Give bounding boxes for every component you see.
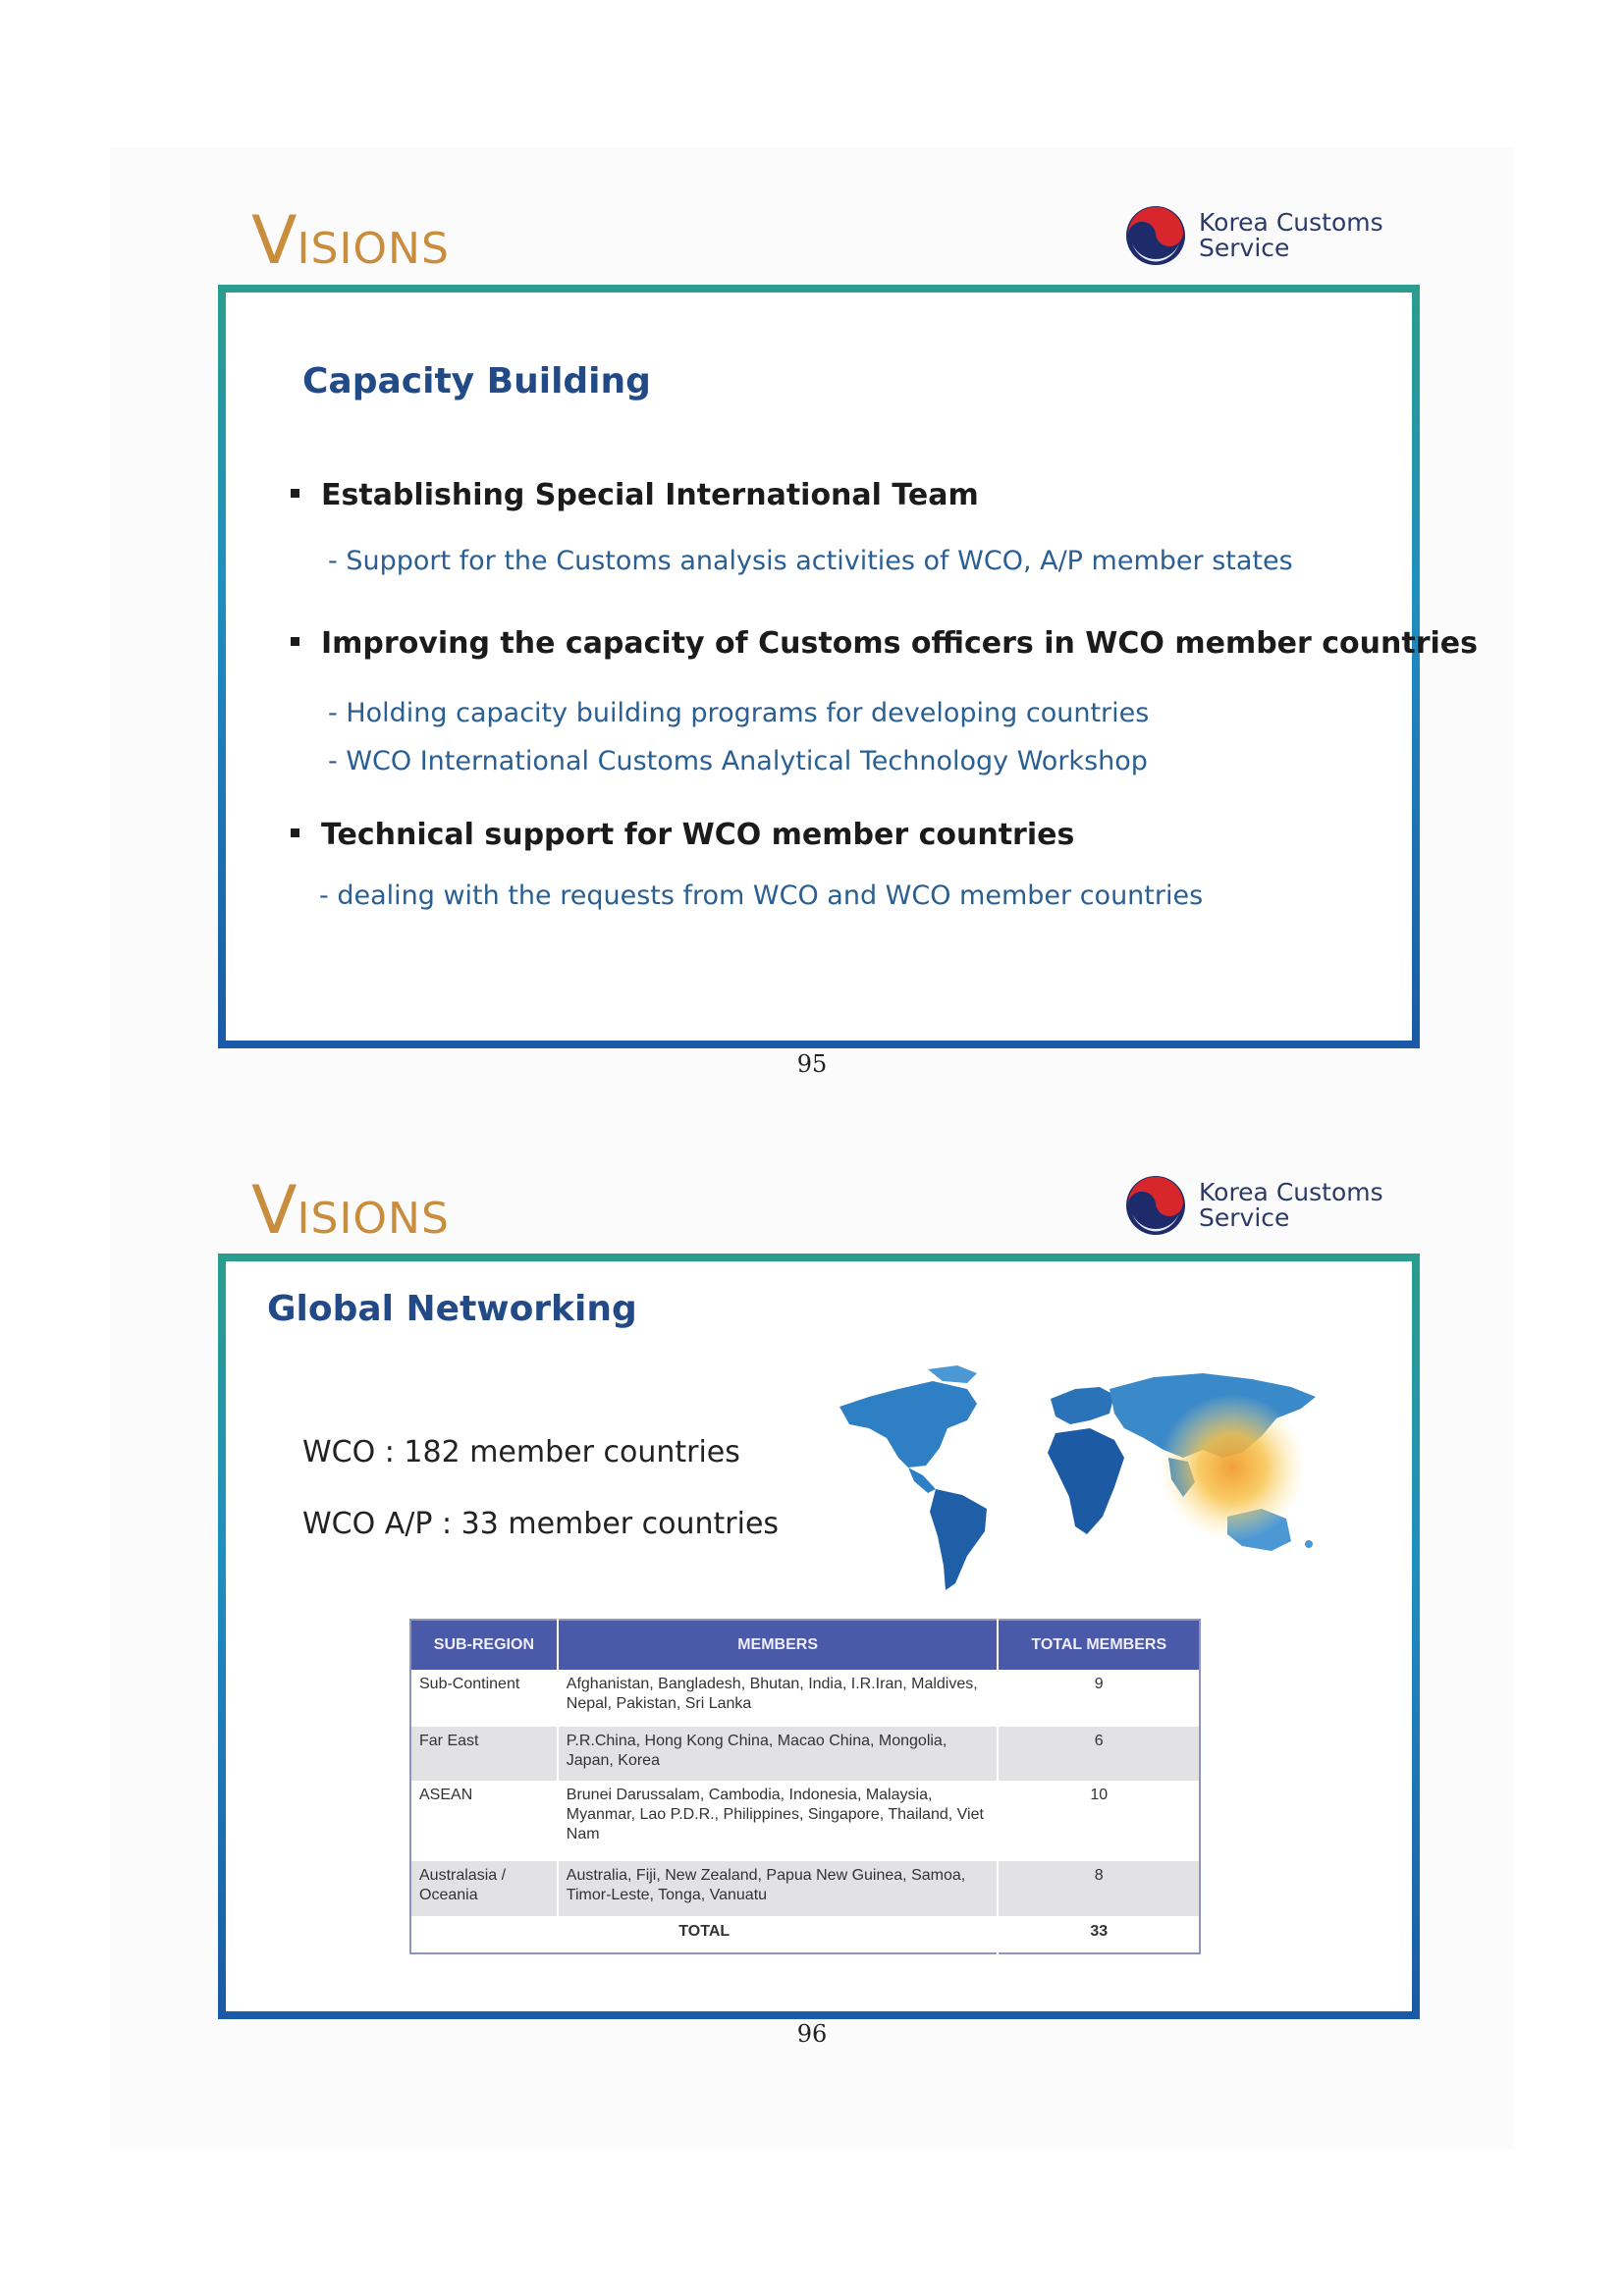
logo-line-1: Korea Customs [1199,1177,1383,1206]
sub-item: - Holding capacity building programs for developing countries [328,698,1150,728]
sub-item: - dealing with the requests from WCO and WCO member countries [319,881,1204,911]
visions-title-rest: ISIONS [297,1194,450,1244]
bullet-title: Improving the capacity of Customs officers in WCO member countries [321,626,1478,661]
region-cell: Australasia / Oceania [410,1861,558,1916]
members-cell: Brunei Darussalam, Cambodia, Indonesia, Malaysia, Myanmar, Lao P.D.R., Philippines, Singapore, Thailand, Viet Nam [558,1781,999,1861]
visions-title [251,202,450,280]
slide-heading-capacity-building: Capacity Building [302,361,651,401]
members-cell: Afghanistan, Bangladesh, Bhutan, India, I.R.Iran, Maldives, Nepal, Pakistan, Sri Lanka [558,1670,999,1727]
total-value-cell: 33 [1090,1923,1109,1940]
bullet-title: Establishing Special International Team [321,478,979,512]
column-header-sub-region: SUB-REGION [410,1620,558,1670]
total-cell: 9 [1094,1676,1104,1692]
sub-item: - Support for the Customs analysis activities of WCO, A/P member states [328,546,1293,576]
table-row [410,1727,1200,1781]
kcs-logo-text [1199,1177,1383,1232]
region-cell: Sub-Continent [410,1670,558,1727]
bullet-square-icon [291,489,299,498]
logo-line-2: Service [1199,234,1290,262]
visions-title [251,1172,450,1250]
visions-title-rest: ISIONS [297,224,450,274]
table-header-row [410,1620,1200,1670]
slide-heading-global-networking: Global Networking [267,1289,637,1329]
bullet-special-team [291,478,979,512]
table-row [410,1670,1200,1727]
total-label-cell: TOTAL [410,1916,998,1953]
table-row [410,1781,1200,1861]
total-cell: 8 [998,1861,1200,1916]
sub-item: - WCO International Customs Analytical Technology Workshop [328,746,1148,776]
bullet-square-icon [291,828,299,837]
kcs-logo-text [1199,207,1383,262]
logo-line-1: Korea Customs [1199,207,1383,237]
bullet-title: Technical support for WCO member countries [321,818,1075,852]
column-header-total-members: TOTAL MEMBERS [998,1620,1200,1670]
wco-member-count: WCO : 182 member countries [302,1435,740,1469]
logo-line-2: Service [1199,1203,1290,1232]
kcs-logo [1124,1174,1383,1237]
world-map-image [830,1360,1335,1595]
table-total-row [410,1916,1200,1953]
page-number-95: 95 [796,1050,828,1078]
visions-title-initial: V [251,202,298,280]
region-cell: Far East [410,1727,558,1781]
members-cell: P.R.China, Hong Kong China, Macao China, Mongolia, Japan, Korea [558,1727,999,1781]
kcs-logo [1124,204,1383,267]
region-cell: ASEAN [410,1781,558,1861]
members-table [409,1619,1201,1954]
column-header-members: MEMBERS [558,1620,999,1670]
bullet-customs-officers [291,626,1478,661]
kcs-emblem-icon [1124,1174,1187,1237]
table-row [410,1861,1200,1916]
bullet-technical-support [291,818,1074,852]
page-number-96: 96 [796,2020,828,2048]
bullet-square-icon [291,637,299,646]
wco-ap-member-count: WCO A/P : 33 member countries [302,1507,780,1541]
members-cell: Australia, Fiji, New Zealand, Papua New Guinea, Samoa, Timor-Leste, Tonga, Vanuatu [558,1861,999,1916]
kcs-emblem-icon [1124,204,1187,267]
visions-title-initial: V [251,1172,298,1250]
total-cell: 10 [1090,1787,1109,1803]
total-cell: 6 [998,1727,1200,1781]
